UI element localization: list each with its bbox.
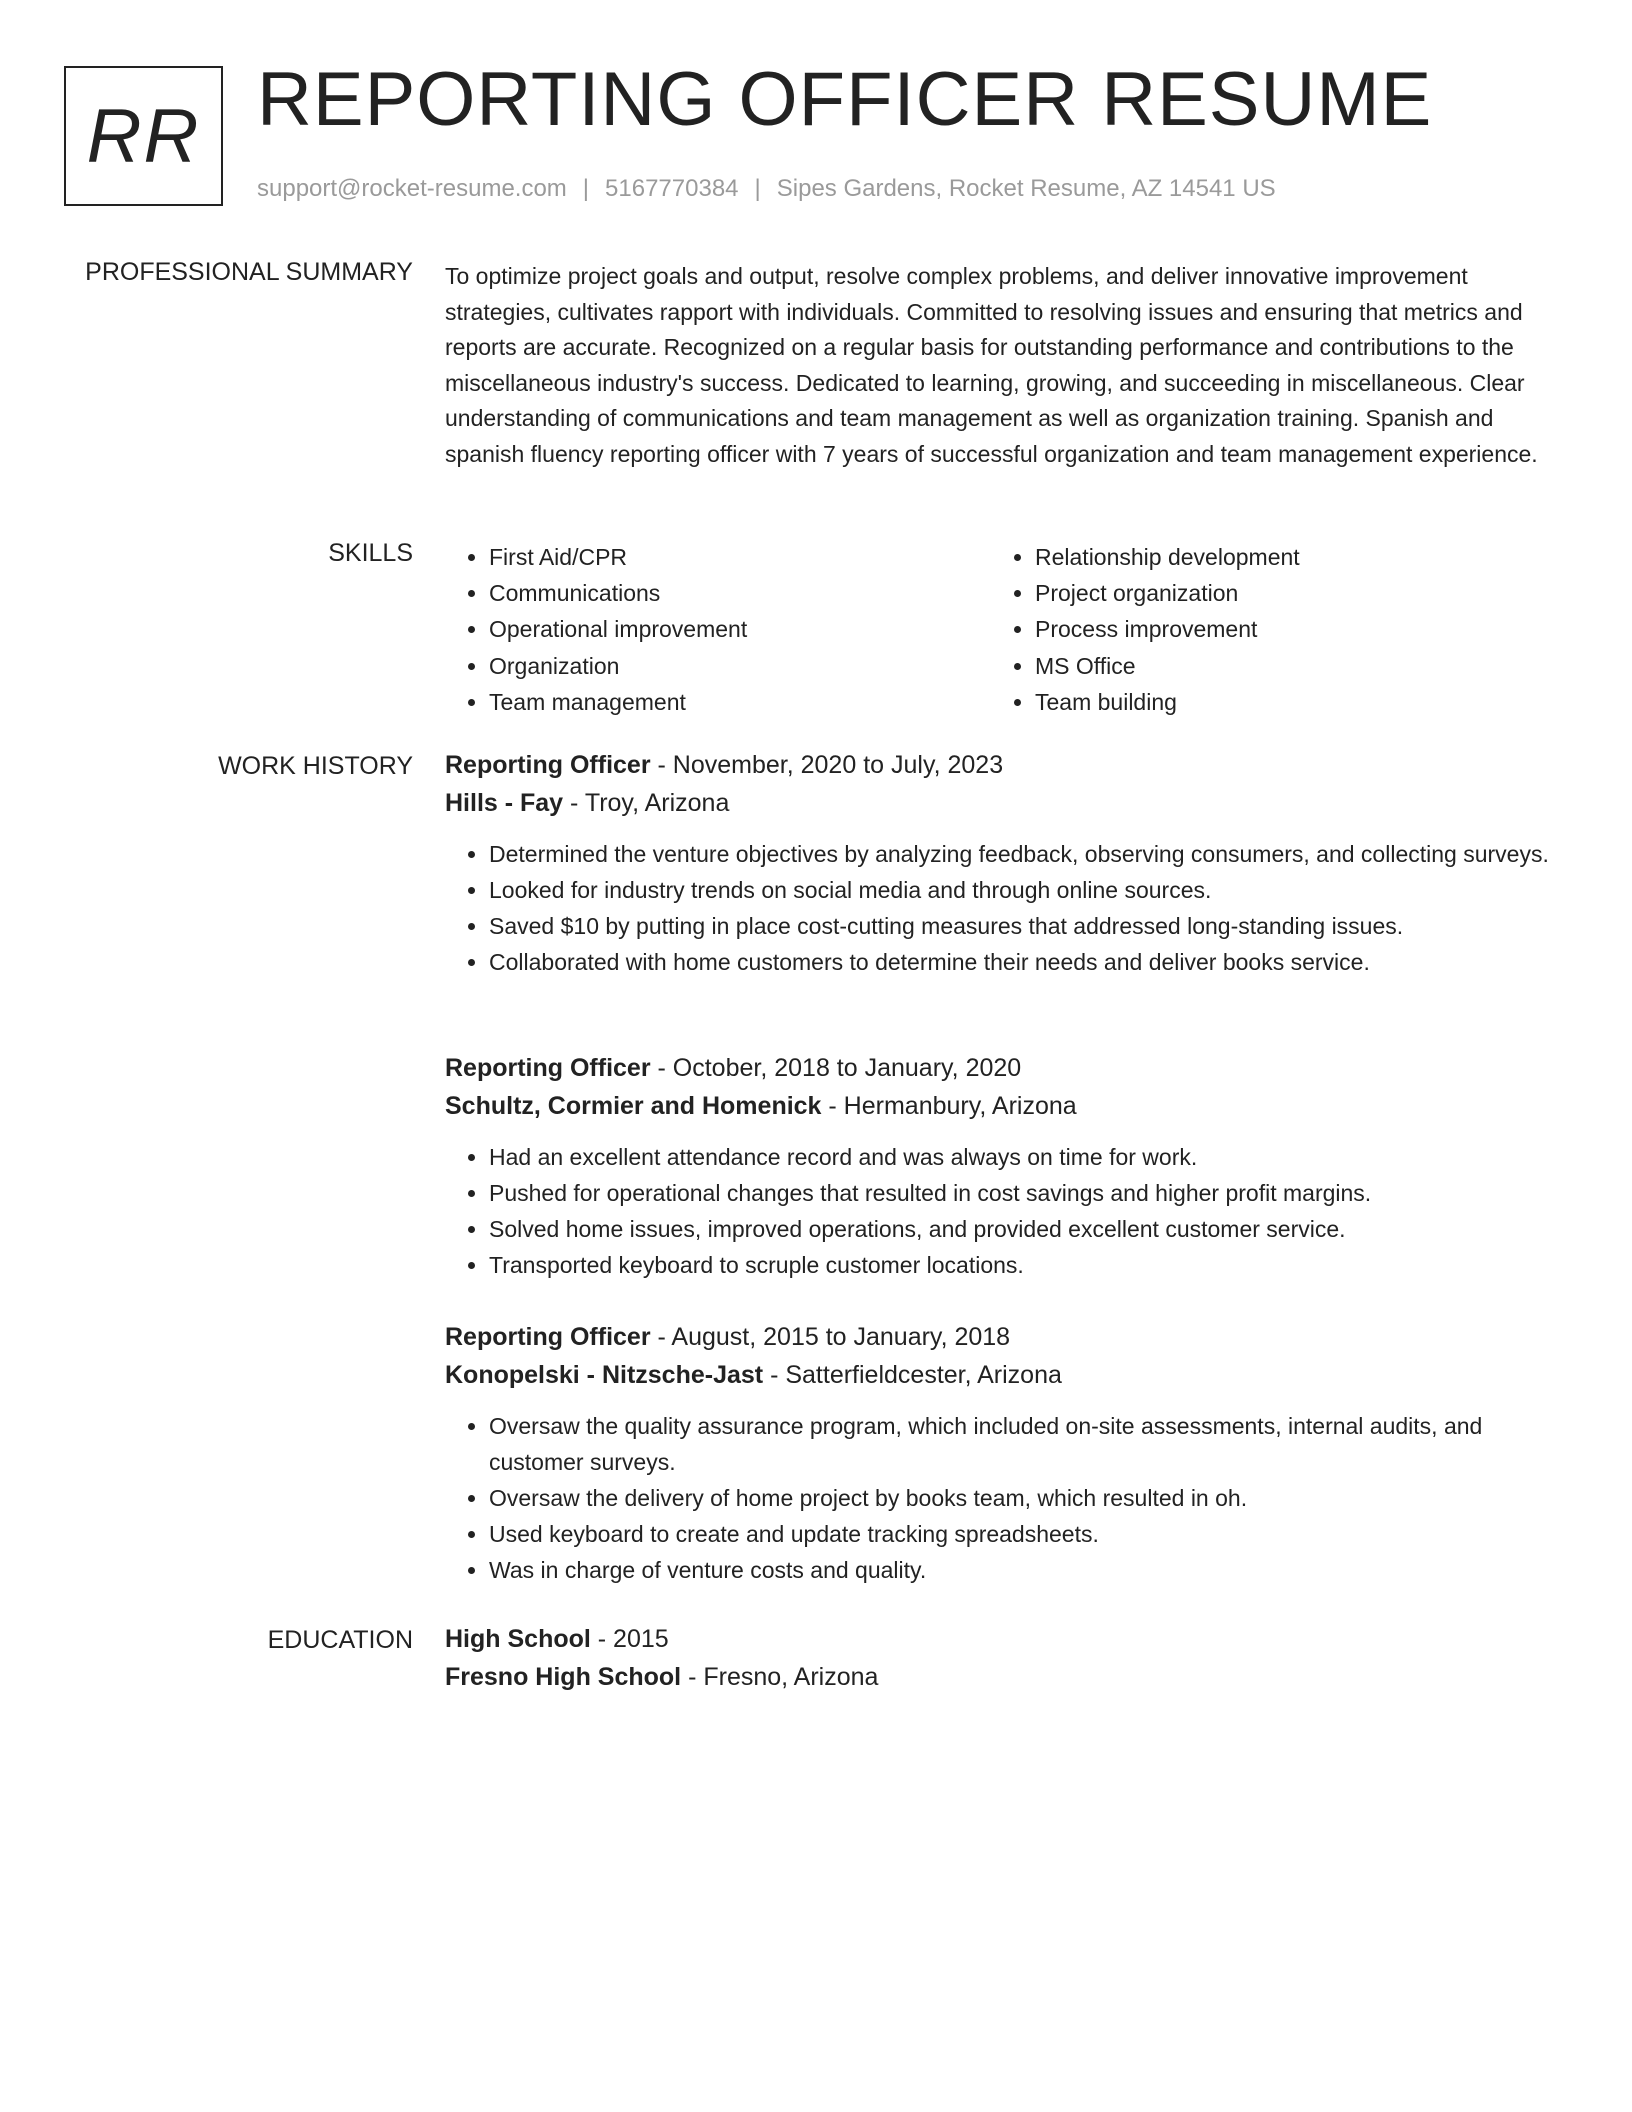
job-company-line bbox=[445, 1087, 1560, 1125]
job-bullet: • Solved home issues, improved operations, and provided excellent customer service. bbox=[489, 1211, 1560, 1247]
job-entry bbox=[445, 1318, 1560, 1588]
job-bullet: • Used keyboard to create and update tracking spreadsheets. bbox=[489, 1516, 1560, 1552]
job-location: - Satterfieldcester, Arizona bbox=[763, 1361, 1062, 1389]
job-bullet: • Was in charge of venture costs and quality. bbox=[489, 1552, 1560, 1588]
skills-column-right bbox=[991, 539, 1537, 720]
job-company-line bbox=[445, 784, 1560, 822]
job-dates: - November, 2020 to July, 2023 bbox=[650, 751, 1004, 779]
job-bullet: • Collaborated with home customers to determine their needs and deliver books service. bbox=[489, 944, 1560, 980]
skill-item: • Project organization bbox=[1035, 575, 1537, 611]
monogram-box bbox=[64, 66, 223, 206]
job-bullet: • Pushed for operational changes that resulted in cost savings and higher profit margins. bbox=[489, 1175, 1560, 1211]
job-title-line bbox=[445, 746, 1560, 784]
skills-body bbox=[445, 539, 1560, 720]
job-bullet: • Transported keyboard to scruple customer locations. bbox=[489, 1247, 1560, 1283]
job-title-line bbox=[445, 1318, 1560, 1356]
job-bullets bbox=[445, 1139, 1560, 1283]
skills-column-left bbox=[445, 539, 991, 720]
skill-item: • Organization bbox=[489, 648, 991, 684]
job-dates: - October, 2018 to January, 2020 bbox=[650, 1054, 1022, 1082]
contact-email: support@rocket-resume.com bbox=[257, 175, 567, 202]
job-title: Reporting Officer bbox=[445, 1323, 651, 1351]
skill-item: • Operational improvement bbox=[489, 611, 991, 647]
contact-separator: | bbox=[582, 175, 590, 202]
job-dates: - August, 2015 to January, 2018 bbox=[650, 1323, 1011, 1351]
skill-item: • Team management bbox=[489, 684, 991, 720]
contact-separator: | bbox=[754, 175, 761, 202]
education-entry bbox=[445, 1620, 1560, 1696]
education-location: - Fresno, Arizona bbox=[681, 1663, 879, 1691]
education-degree-line bbox=[445, 1620, 1560, 1658]
skill-item: • MS Office bbox=[1035, 648, 1537, 684]
job-company-line bbox=[445, 1356, 1560, 1394]
summary-body bbox=[445, 259, 1560, 473]
job-bullet: • Oversaw the quality assurance program, which included on-site assessments, internal audits, and customer surveys. bbox=[489, 1408, 1560, 1480]
section-label-education: EDUCATION bbox=[267, 1626, 413, 1654]
job-bullet: • Looked for industry trends on social media and through online sources. bbox=[489, 872, 1560, 908]
education-year: - 2015 bbox=[590, 1625, 669, 1653]
summary-text: To optimize project goals and output, resolve complex problems, and deliver innovative improvement strategies, cultivates rapport with individuals. Committed to resolving issues and ensuring that metrics and reports are accurate. Recognized on a regular basis for outstanding performance and contributions to the miscellaneous industry's success. Dedicated to learning, growing, and succeeding in miscellaneous. Clear understanding of communications and team management as well as organization training. Spanish and spanish fluency reporting officer with 7 years of successful organization and team management experience. bbox=[445, 263, 1538, 467]
skill-item: • Team building bbox=[1035, 684, 1537, 720]
section-label-work-history: WORK HISTORY bbox=[218, 752, 413, 780]
job-title-line bbox=[445, 1049, 1560, 1087]
education-degree: High School bbox=[445, 1625, 591, 1653]
job-title: Reporting Officer bbox=[445, 751, 651, 779]
contact-phone: 5167770384 bbox=[605, 175, 739, 202]
skill-item: • Communications bbox=[489, 575, 991, 611]
job-bullets bbox=[445, 836, 1560, 980]
job-company: Schultz, Cormier and Homenick bbox=[445, 1092, 822, 1120]
job-entry bbox=[445, 1049, 1560, 1283]
job-bullet: • Had an excellent attendance record and was always on time for work. bbox=[489, 1139, 1560, 1175]
job-bullet: • Oversaw the delivery of home project by books team, which resulted in oh. bbox=[489, 1480, 1560, 1516]
job-bullets bbox=[445, 1408, 1560, 1588]
job-bullet: • Saved $10 by putting in place cost-cutting measures that addressed long-standing issues. bbox=[489, 908, 1560, 944]
education-school-line bbox=[445, 1658, 1560, 1696]
contact-line bbox=[257, 175, 1276, 203]
job-location: - Troy, Arizona bbox=[563, 789, 730, 817]
skills-grid bbox=[445, 539, 1560, 720]
job-entry bbox=[445, 746, 1560, 980]
education-school: Fresno High School bbox=[445, 1663, 682, 1691]
job-company: Konopelski - Nitzsche-Jast bbox=[445, 1361, 764, 1389]
job-location: - Hermanbury, Arizona bbox=[821, 1092, 1077, 1120]
job-title: Reporting Officer bbox=[445, 1054, 651, 1082]
job-bullet: • Determined the venture objectives by analyzing feedback, observing consumers, and collecting surveys. bbox=[489, 836, 1560, 872]
monogram-initials: RR bbox=[86, 93, 201, 179]
skill-item: • Process improvement bbox=[1035, 611, 1537, 647]
section-label-summary: PROFESSIONAL SUMMARY bbox=[85, 258, 413, 286]
skill-item: • First Aid/CPR bbox=[489, 539, 991, 575]
contact-address: Sipes Gardens, Rocket Resume, AZ 14541 US bbox=[776, 175, 1276, 202]
skill-item: • Relationship development bbox=[1035, 539, 1537, 575]
job-company: Hills - Fay bbox=[445, 789, 564, 817]
section-label-skills: SKILLS bbox=[328, 539, 413, 567]
resume-title: REPORTING OFFICER RESUME bbox=[257, 57, 1433, 142]
